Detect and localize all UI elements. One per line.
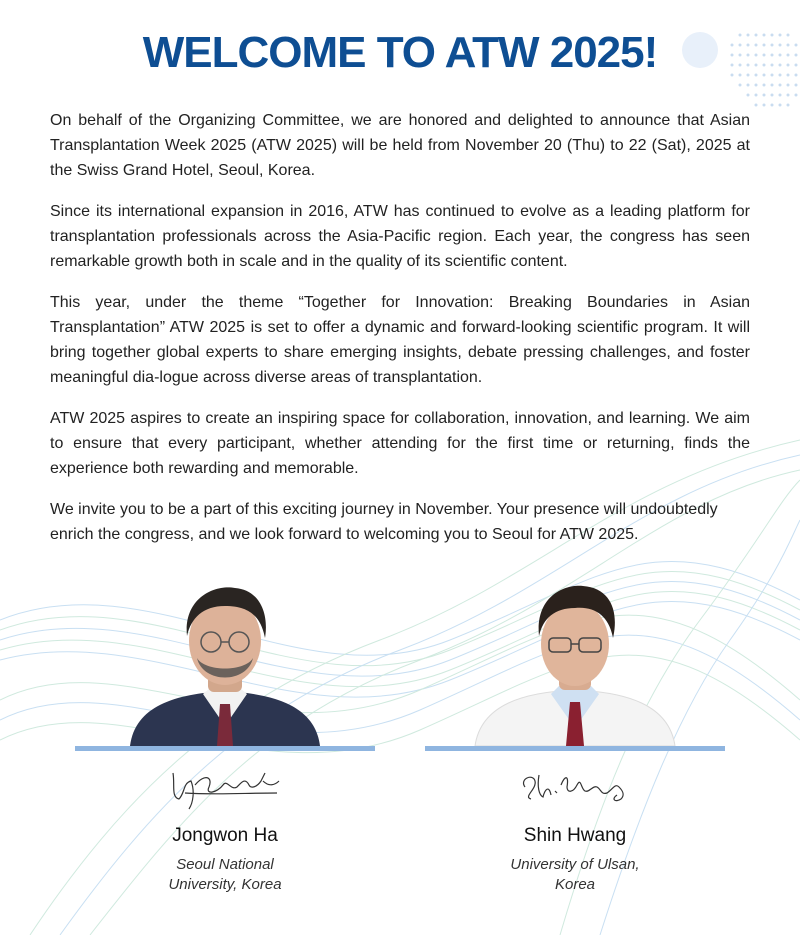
- affiliation-line-2: University, Korea: [168, 876, 282, 893]
- paragraph-aspiration: ATW 2025 aspires to create an inspiring space for collaboration, innovation, and learning. We aim to ensure that every participant, whether attending for the first time or returning, finds the experience both rewarding and memorable.: [50, 410, 750, 477]
- signatory-name: Jongwon Ha: [172, 825, 278, 846]
- signature-shin-hwang: [515, 763, 635, 813]
- signature: [75, 751, 375, 821]
- portrait-photo: [75, 576, 375, 746]
- welcome-message: [50, 108, 750, 563]
- paragraph-invitation: We invite you to be a part of this exciting journey in November. Your presence will undoubtedly enrich the congress, and we look forward to welcoming you to Seoul for ATW 2025.: [50, 501, 718, 543]
- paragraph-announcement: On behalf of the Organizing Committee, we are honored and delighted to announce that Asian Transplantation Week 2025 (ATW 2025) will be held from November 20 (Thu) to 22 (Sat), 2025 at the Swiss Grand Hotel, Seoul, Korea.: [50, 112, 750, 179]
- signatory-name: Shin Hwang: [523, 825, 627, 846]
- signatory-affiliation: [425, 855, 725, 895]
- portrait-photo: [425, 576, 725, 746]
- signatory-card-jongwon-ha: [75, 576, 375, 895]
- page-title: WELCOME TO ATW 2025!: [142, 28, 658, 77]
- signature: [425, 751, 725, 821]
- paragraph-theme: This year, under the theme “Together for Innovation: Breaking Boundaries in Asian Transplantation” ATW 2025 is set to offer a dynamic and forward-looking scientific program. It will bring together global experts to share emerging insights, debate pressing challenges, and foster meaningful dia-logue across diverse areas of transplantation.: [50, 294, 750, 386]
- affiliation-line-1: Seoul National: [176, 856, 274, 873]
- signature-jongwon-ha: [165, 763, 285, 813]
- affiliation-line-2: Korea: [554, 876, 596, 893]
- portrait-jongwon-ha: [75, 576, 375, 746]
- portrait-shin-hwang: [425, 576, 725, 746]
- paragraph-history: Since its international expansion in 2016, ATW has continued to evolve as a leading platform for transplantation professionals across the Asia-Pacific region. Each year, the congress has seen remarkable growth both in scale and in the quality of its scientific content.: [50, 203, 750, 270]
- affiliation-line-1: University of Ulsan,: [510, 856, 640, 873]
- signatory-affiliation: [75, 855, 375, 895]
- signatory-card-shin-hwang: [425, 576, 725, 895]
